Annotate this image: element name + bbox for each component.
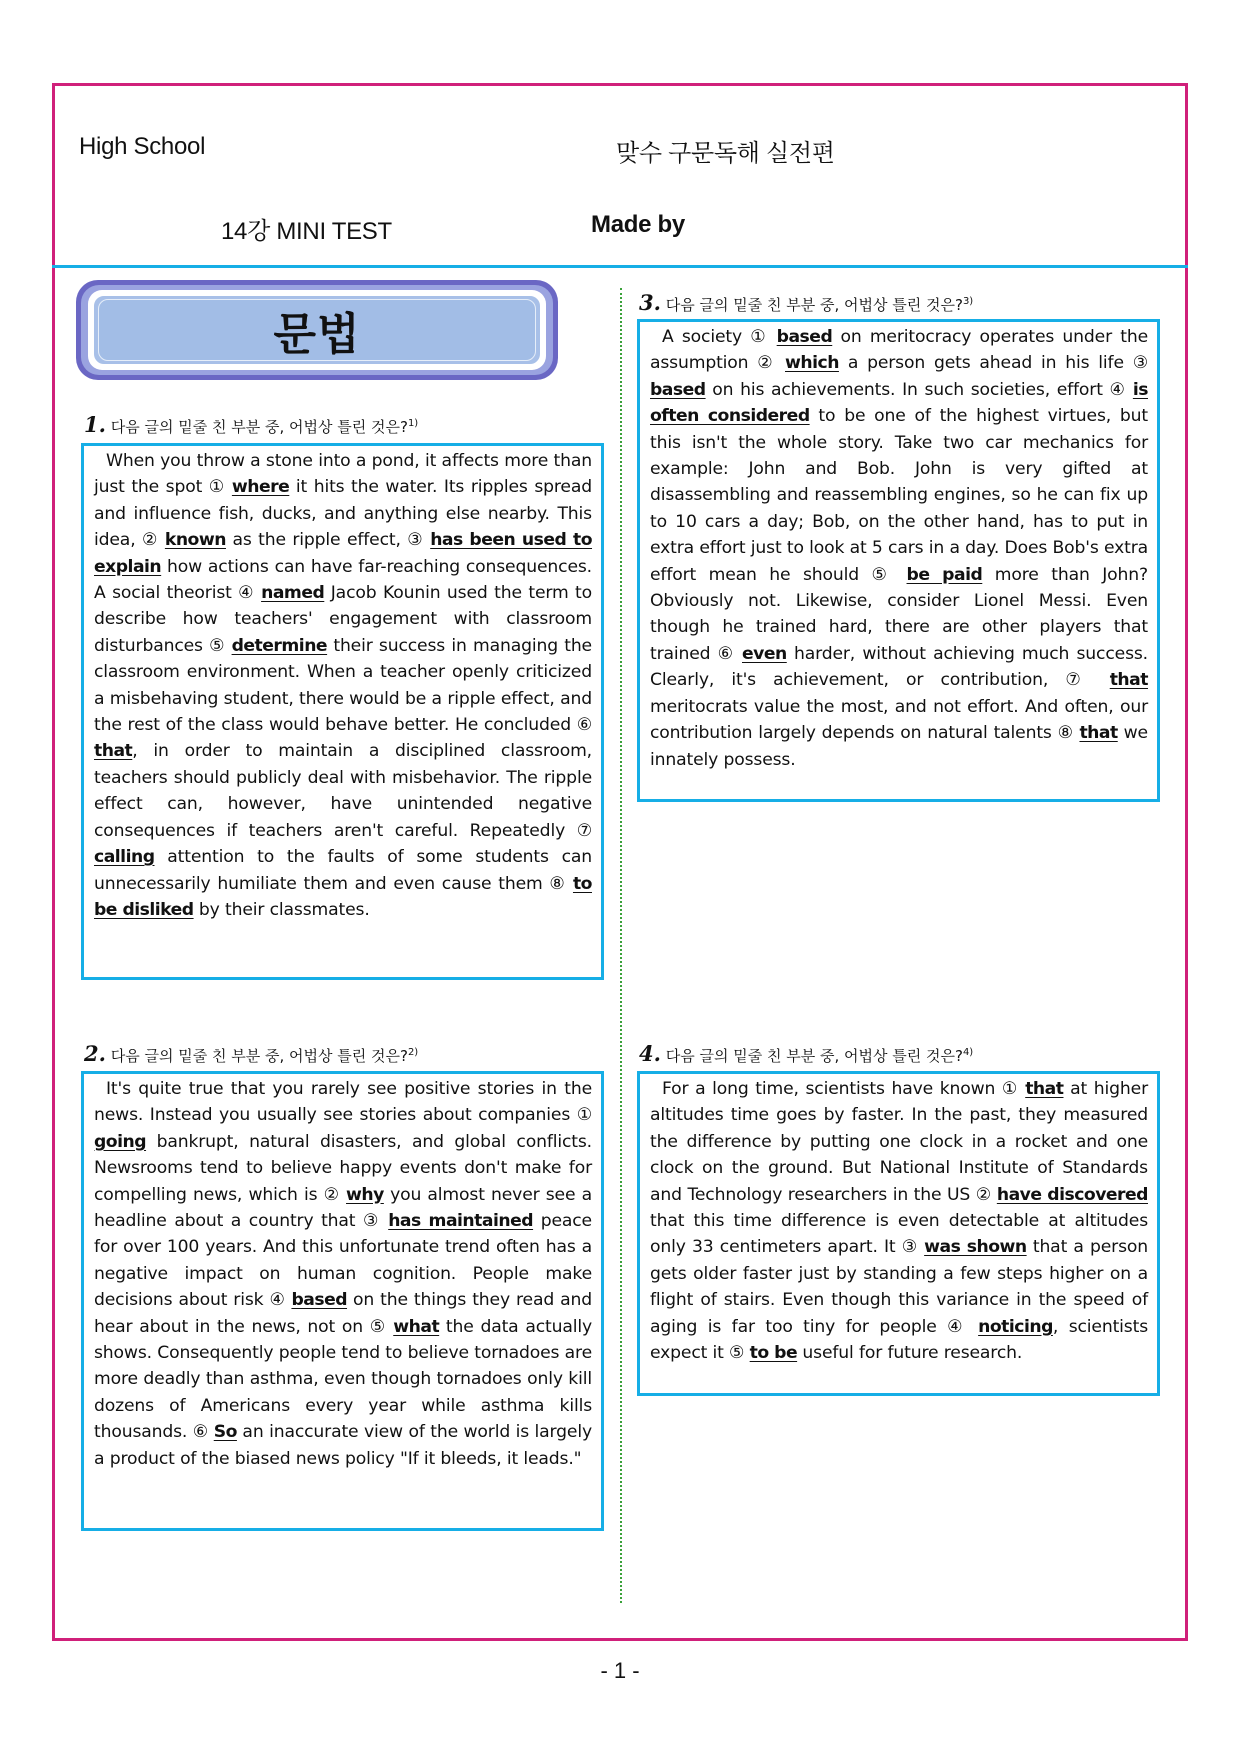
underlined-choice: determine	[231, 635, 328, 656]
question-3-title	[639, 290, 973, 315]
underlined-choice: based	[650, 379, 706, 400]
underlined-choice: is often considered	[650, 379, 1148, 427]
page-number: - 1 -	[600, 1658, 640, 1683]
underlined-choice: noticing	[978, 1316, 1053, 1337]
question-4-passage	[637, 1071, 1160, 1396]
column-divider	[620, 288, 622, 1603]
underlined-choice: to be disliked	[94, 873, 592, 920]
underlined-choice: that	[94, 741, 133, 762]
underlined-choice: based	[291, 1290, 348, 1311]
underlined-choice: calling	[94, 847, 155, 868]
question-2-title	[84, 1041, 418, 1066]
underlined-choice: to be	[749, 1343, 798, 1364]
banner-panel	[98, 299, 536, 361]
book-title: 맞수 구문독해 실전편	[616, 140, 835, 167]
underlined-choice: that	[1025, 1079, 1064, 1099]
underlined-choice: going	[94, 1131, 147, 1152]
footnote-ref: 4)	[962, 1047, 974, 1058]
section-title: 문법	[273, 310, 361, 359]
lesson-title: 14강 MINI TEST	[221, 218, 392, 245]
question-prompt: 다음 글의 밑줄 친 부분 중, 어법상 틀린 것은?	[665, 296, 963, 314]
passage-text: It's quite true that you rarely see positive stories in the news. Instead you usually see stories about companies ① going bankrupt, natural disasters, and global conflicts. Newsrooms tend to believe happy events don't make for compelling news, which is ② why you almost never see a headline about a country that ③ has maintained peace for over 100 years. And this unfortunate trend often has a negative impact on human cognition. People make decisions about risk ④ based on the things they read and hear about in the news, not on ⑤ what the data actually shows. Consequently people tend to believe tornadoes are more deadly than asthma, even though tornadoes only kill dozens of Americans every year while asthma kills thousands. ⑥ So an inaccurate view of the world is largely a product of the biased news policy "If it bleeds, it leads."	[94, 1079, 593, 1469]
question-number: 2.	[84, 1041, 106, 1066]
question-number: 4.	[639, 1041, 661, 1066]
underlined-choice: has been used to explain	[94, 530, 593, 577]
school-level-label: High School	[79, 133, 206, 160]
underlined-choice: named	[261, 583, 325, 604]
underlined-choice: what	[393, 1316, 440, 1337]
made-by-label: Made by	[591, 211, 685, 238]
question-number: 1.	[84, 412, 106, 437]
footnote-ref: 2)	[407, 1047, 419, 1058]
underlined-choice: have discovered	[996, 1184, 1148, 1205]
section-banner	[76, 280, 558, 380]
question-2-passage	[81, 1071, 604, 1531]
question-3-passage	[637, 319, 1160, 802]
underlined-choice: known	[164, 530, 226, 551]
underlined-choice: was shown	[924, 1237, 1027, 1258]
footnote-ref: 3)	[962, 296, 974, 307]
question-number: 3.	[639, 290, 661, 315]
question-prompt: 다음 글의 밑줄 친 부분 중, 어법상 틀린 것은?	[110, 418, 408, 436]
question-4-title	[639, 1041, 973, 1066]
question-prompt: 다음 글의 밑줄 친 부분 중, 어법상 틀린 것은?	[665, 1047, 963, 1065]
underlined-choice: be paid	[906, 564, 983, 585]
underlined-choice: So	[213, 1422, 237, 1443]
question-prompt: 다음 글의 밑줄 친 부분 중, 어법상 틀린 것은?	[110, 1047, 408, 1065]
passage-text: When you throw a stone into a pond, it affects more than just the spot ① where it hits the water. Its ripples spread and influence fish, ducks, and anything else nearby. This idea, ② known as the ripple effect, ③ has been used to explain how actions can have far-reaching consequences. A social theorist ④ named Jacob Kounin used the term to describe how teachers' engagement with classroom disturbances ⑤ determine their success in managing the classroom environment. When a teacher openly criticized a misbehaving student, there would be a ripple effect, and the rest of the class would behave better. He concluded ⑥ that, in order to maintain a disciplined classroom, teachers should publicly deal with misbehavior. The ripple effect can, however, have unintended negative consequences if teachers aren't careful. Repeatedly ⑦ calling attention to the faults of some students can unnecessarily humiliate them and even cause them ⑧ to be disliked by their classmates.	[94, 451, 593, 920]
underlined-choice: that	[1109, 670, 1148, 691]
passage-text: For a long time, scientists have known ① that at higher altitudes time goes by faster. In the past, they measured the difference by putting one clock in a rocket and one clock on the ground. But National Institute of Standards and Technology researchers in the US ② have discovered that this time difference is even detectable at altitudes only 33 centimeters apart. It ③ was shown that a person gets older faster just by standing a few steps higher on a flight of stairs. Even though this variance in the speed of aging is far too tiny for people ④ noticing, scientists expect it ⑤ to be useful for future research.	[650, 1079, 1149, 1364]
underlined-choice: has maintained	[388, 1211, 534, 1232]
underlined-choice: where	[231, 477, 290, 498]
underlined-choice: that	[1079, 723, 1118, 744]
underlined-choice: even	[742, 643, 787, 664]
underlined-choice: based	[776, 327, 833, 347]
passage-text: A society ① based on meritocracy operates under the assumption ② which a person gets ahead in his life ③ based on his achievements. In such societies, effort ④ is often considered to be one of the highest virtues, but this isn't the whole story. Take two car mechanics for example: John and Bob. John is very gifted at disassembling and reassembling engines, so he can fix up to 10 cars a day; Bob, on the other hand, has to put in extra effort just to look at 5 cars in a day. Does Bob's extra effort mean he should ⑤ be paid more than John? Obviously not. Likewise, consider Lionel Messi. Even though he trained hard, there are other players that trained ⑥ even harder, without achieving much success. Clearly, it's achievement, or contribution, ⑦ that meritocrats value the most, and not effort. And often, our contribution largely depends on natural talents ⑧ that we innately possess.	[650, 327, 1149, 770]
footnote-ref: 1)	[407, 418, 419, 429]
question-1-passage	[81, 443, 604, 980]
underlined-choice: why	[346, 1184, 384, 1205]
underlined-choice: which	[785, 353, 839, 374]
question-1-title	[84, 412, 418, 437]
header-divider	[52, 265, 1188, 268]
